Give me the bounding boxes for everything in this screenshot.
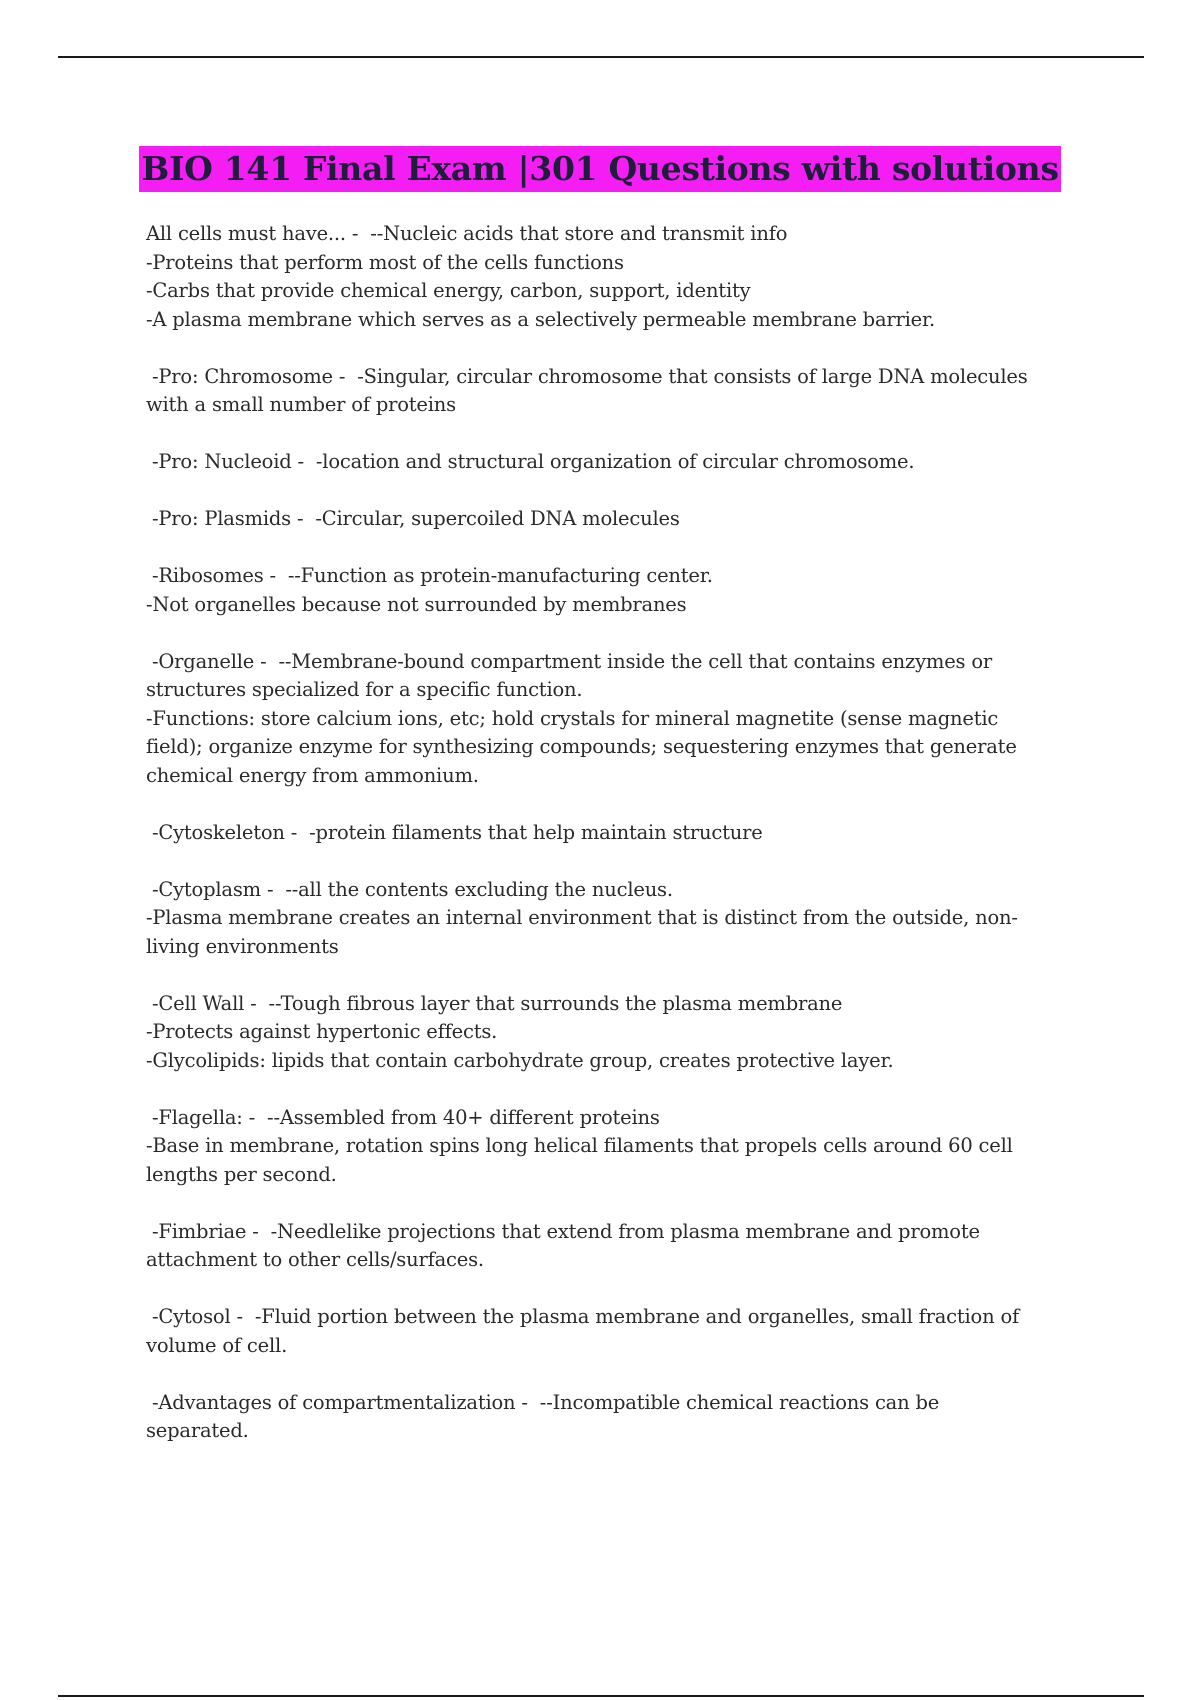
entry-detail-line: volume of cell. [146,1333,288,1357]
entry-term-line: -Pro: Plasmids - -Circular, supercoiled DNA molecules [146,507,680,530]
flashcard-entry [146,448,1076,477]
entry-detail-line: -Plasma membrane creates an internal environment that is distinct from the outside, non- [146,906,1018,929]
entry-detail-line: field); organize enzyme for synthesizing compounds; sequestering enzymes that generate [146,735,1017,758]
entry-term-line: -Pro: Chromosome - -Singular, circular chromosome that consists of large DNA molecules [146,364,1028,388]
entry-term-line: -Flagella: - --Assembled from 40+ different proteins [146,1105,660,1129]
entry-detail-line: -Protects against hypertonic effects. [146,1020,498,1043]
entry-detail-line: -A plasma membrane which serves as a selectively permeable membrane barrier. [146,307,935,331]
entry-detail-line: -Not organelles because not surrounded by membranes [146,592,687,616]
entry-term-line: -Ribosomes - --Function as protein-manufacturing center. [146,564,713,587]
entry-detail-line: -Functions: store calcium ions, etc; hold crystals for mineral magnetite (sense magnetic [146,706,999,730]
entry-term-line: -Fimbriae - -Needlelike projections that extend from plasma membrane and promote [146,1219,980,1243]
flashcard-entry [146,1303,1076,1360]
flashcard-entry [146,562,1076,619]
entry-detail-line: with a small number of proteins [146,393,456,416]
entry-detail-line: -Carbs that provide chemical energy, carbon, support, identity [146,279,751,302]
entry-term-line: -Cell Wall - --Tough fibrous layer that surrounds the plasma membrane [146,991,843,1015]
entry-detail-line: living environments [146,934,339,958]
bottom-rule [58,1695,1144,1697]
entry-detail-line: chemical energy from ammonium. [146,763,479,787]
flashcard-entry [146,819,1076,848]
top-rule [58,56,1144,58]
flashcard-entry [146,648,1076,791]
entry-detail-line: -Base in membrane, rotation spins long helical filaments that propels cells around 60 cell [146,1134,1013,1157]
flashcard-entry [146,505,1076,534]
entry-detail-line: structures specialized for a specific function. [146,678,583,701]
flashcard-list [146,220,1076,1474]
entry-detail-line: -Proteins that perform most of the cells functions [146,250,624,274]
flashcard-entry [146,1389,1076,1446]
entry-detail-line: -Glycolipids: lipids that contain carbohydrate group, creates protective layer. [146,1048,894,1072]
entry-term-line: -Advantages of compartmentalization - --Incompatible chemical reactions can be [146,1390,940,1414]
entry-term-line: -Organelle - --Membrane-bound compartment inside the cell that contains enzymes or [146,649,993,673]
entry-detail-line: attachment to other cells/surfaces. [146,1248,484,1271]
entry-detail-line: separated. [146,1419,249,1442]
entry-term-line: -Cytosol - -Fluid portion between the plasma membrane and organelles, small fraction of [146,1305,1020,1328]
flashcard-entry [146,876,1076,962]
flashcard-entry [146,220,1076,334]
entry-term-line: -Cytoskeleton - -protein filaments that help maintain structure [146,820,763,844]
entry-term-line: All cells must have... - --Nucleic acids that store and transmit info [146,222,788,245]
flashcard-entry [146,990,1076,1076]
flashcard-entry [146,1218,1076,1275]
title-container [0,146,1200,192]
entry-term-line: -Cytoplasm - --all the contents excluding the nucleus. [146,877,673,901]
flashcard-entry [146,363,1076,420]
entry-term-line: -Pro: Nucleoid - -location and structural organization of circular chromosome. [146,450,915,473]
page-title: BIO 141 Final Exam |301 Questions with solutions [139,146,1060,192]
flashcard-entry [146,1104,1076,1190]
entry-detail-line: lengths per second. [146,1162,337,1186]
